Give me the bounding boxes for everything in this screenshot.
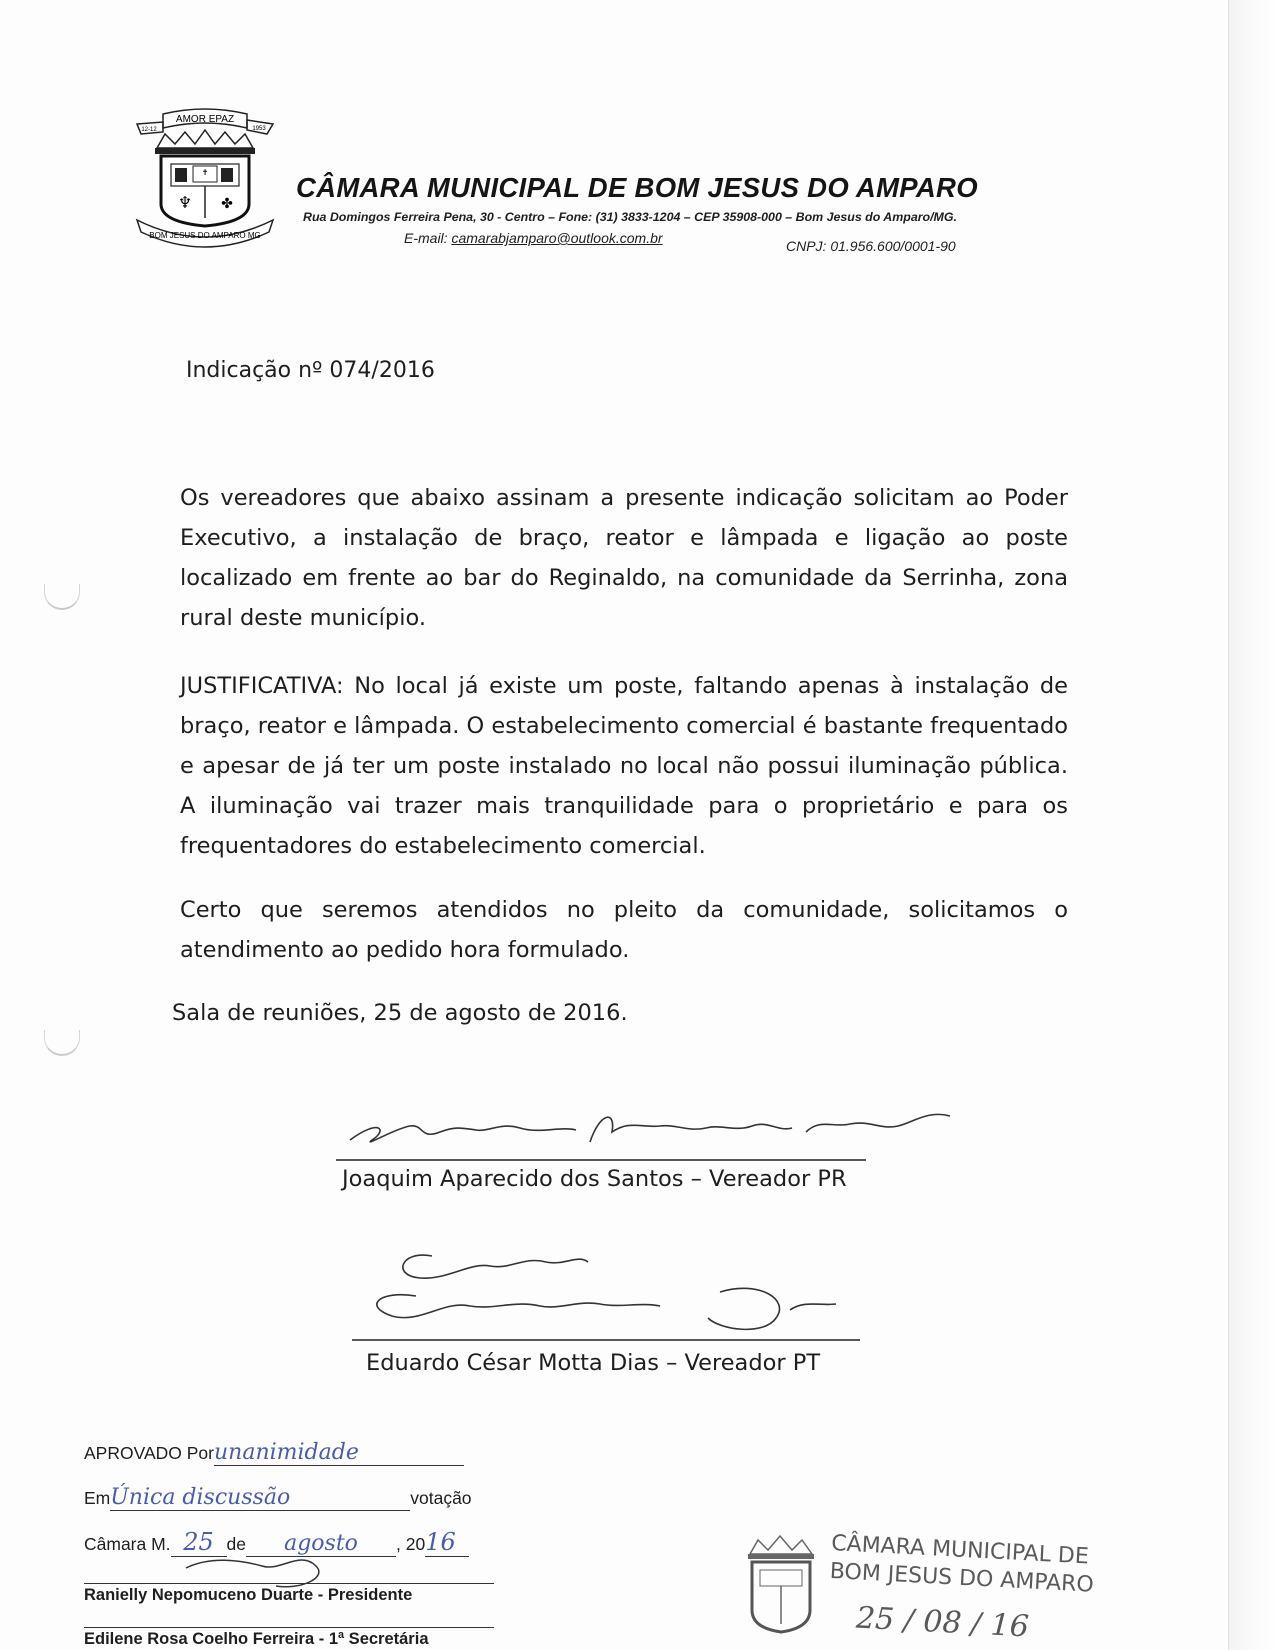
email-label: E-mail: [404, 230, 448, 246]
page-edge [1228, 0, 1276, 1650]
approval-line [84, 1440, 464, 1466]
stamp-line-2: BOM JESUS DO AMPARO [829, 1558, 1095, 1598]
approved-value: unanimidade [214, 1440, 464, 1466]
de-label: de [226, 1534, 247, 1554]
session-line [84, 1485, 472, 1511]
institution-address: Rua Domingos Ferreira Pena, 30 - Centro – Fone: (31) 3833-1204 – CEP 35908-000 – Bom Jesus do Amparo/MG. [303, 210, 957, 224]
camara-label: Câmara M. [84, 1534, 171, 1554]
stamp [829, 1530, 1096, 1600]
secretary-signature-line [84, 1627, 494, 1628]
coat-of-arms-icon [135, 104, 275, 249]
year-prefix: , 20 [396, 1534, 426, 1554]
date-line [84, 1528, 469, 1557]
institution-email [404, 230, 663, 246]
em-value: Única discussão [110, 1485, 410, 1511]
paragraph-closing: Certo que seremos atendidos no pleito da comunidade, solicitamos o atendimento ao pedido hora formulado. [180, 897, 1068, 963]
em-label: Em [84, 1488, 111, 1508]
signature-eduardo [352, 1255, 860, 1340]
punch-hole-bottom [44, 1030, 80, 1056]
svg-text:✝: ✝ [201, 168, 209, 177]
approval-day: 25 [171, 1528, 227, 1557]
svg-text:BOM JESUS DO AMPARO MG: BOM JESUS DO AMPARO MG [149, 231, 261, 240]
svg-text:12-12: 12-12 [141, 127, 157, 133]
document-number: Indicação nº 074/2016 [186, 358, 435, 383]
president-signature-line [84, 1583, 494, 1584]
punch-hole-top [44, 584, 80, 610]
approval-month: agosto [246, 1531, 396, 1557]
votacao-label: votação [410, 1488, 472, 1508]
paragraph-request: Os vereadores que abaixo assinam a presente indicação solicitam ao Poder Executivo, a instalação de braço, reator e lâmpada e ligação ao poste localizado em frente ao bar do Reginaldo, na comunidade da Serrinha, zona rural deste município. [180, 485, 1068, 631]
institution-name: CÂMARA MUNICIPAL DE BOM JESUS DO AMPARO [296, 172, 978, 203]
stamp-line-1: CÂMARA MUNICIPAL DE [830, 1530, 1090, 1570]
president-name: Ranielly Nepomuceno Duarte - Presidente [84, 1586, 413, 1604]
approval-year: 16 [425, 1528, 469, 1557]
crest-motto: AMOR EPAZ [175, 114, 235, 125]
stamp-date: 25 / 08 / 16 [855, 1600, 1030, 1645]
stamp-crest-icon [740, 1532, 822, 1642]
place-and-date: Sala de reuniões, 25 de agosto de 2016. [172, 1000, 628, 1026]
svg-text:✤: ✤ [221, 196, 233, 212]
institution-cnpj: CNPJ: 01.956.600/0001-90 [786, 238, 956, 254]
secretary-name: Edilene Rosa Coelho Ferreira - 1ª Secretária [84, 1630, 429, 1648]
svg-text:♆: ♆ [177, 193, 193, 212]
svg-text:1953: 1953 [252, 126, 266, 132]
email-value: camarabjamparo@outlook.com.br [451, 230, 663, 246]
signature-joaquim [336, 1114, 950, 1160]
signer-1-name: Joaquim Aparecido dos Santos – Vereador PR [342, 1166, 847, 1192]
signer-2-name: Eduardo César Motta Dias – Vereador PT [366, 1350, 821, 1376]
signature-2-handwriting [0, 0, 1, 1]
approved-label: APROVADO Por [84, 1443, 214, 1463]
paragraph-justification: JUSTIFICATIVA: No local já existe um poste, faltando apenas à instalação de braço, reator e lâmpada. O estabelecimento comercial é bastante frequentado e apesar de já ter um poste instalado no local não possui iluminação pública. A iluminação vai trazer mais tranquilidade para o proprietário e para os frequentadores do estabelecimento comercial. [180, 673, 1068, 859]
